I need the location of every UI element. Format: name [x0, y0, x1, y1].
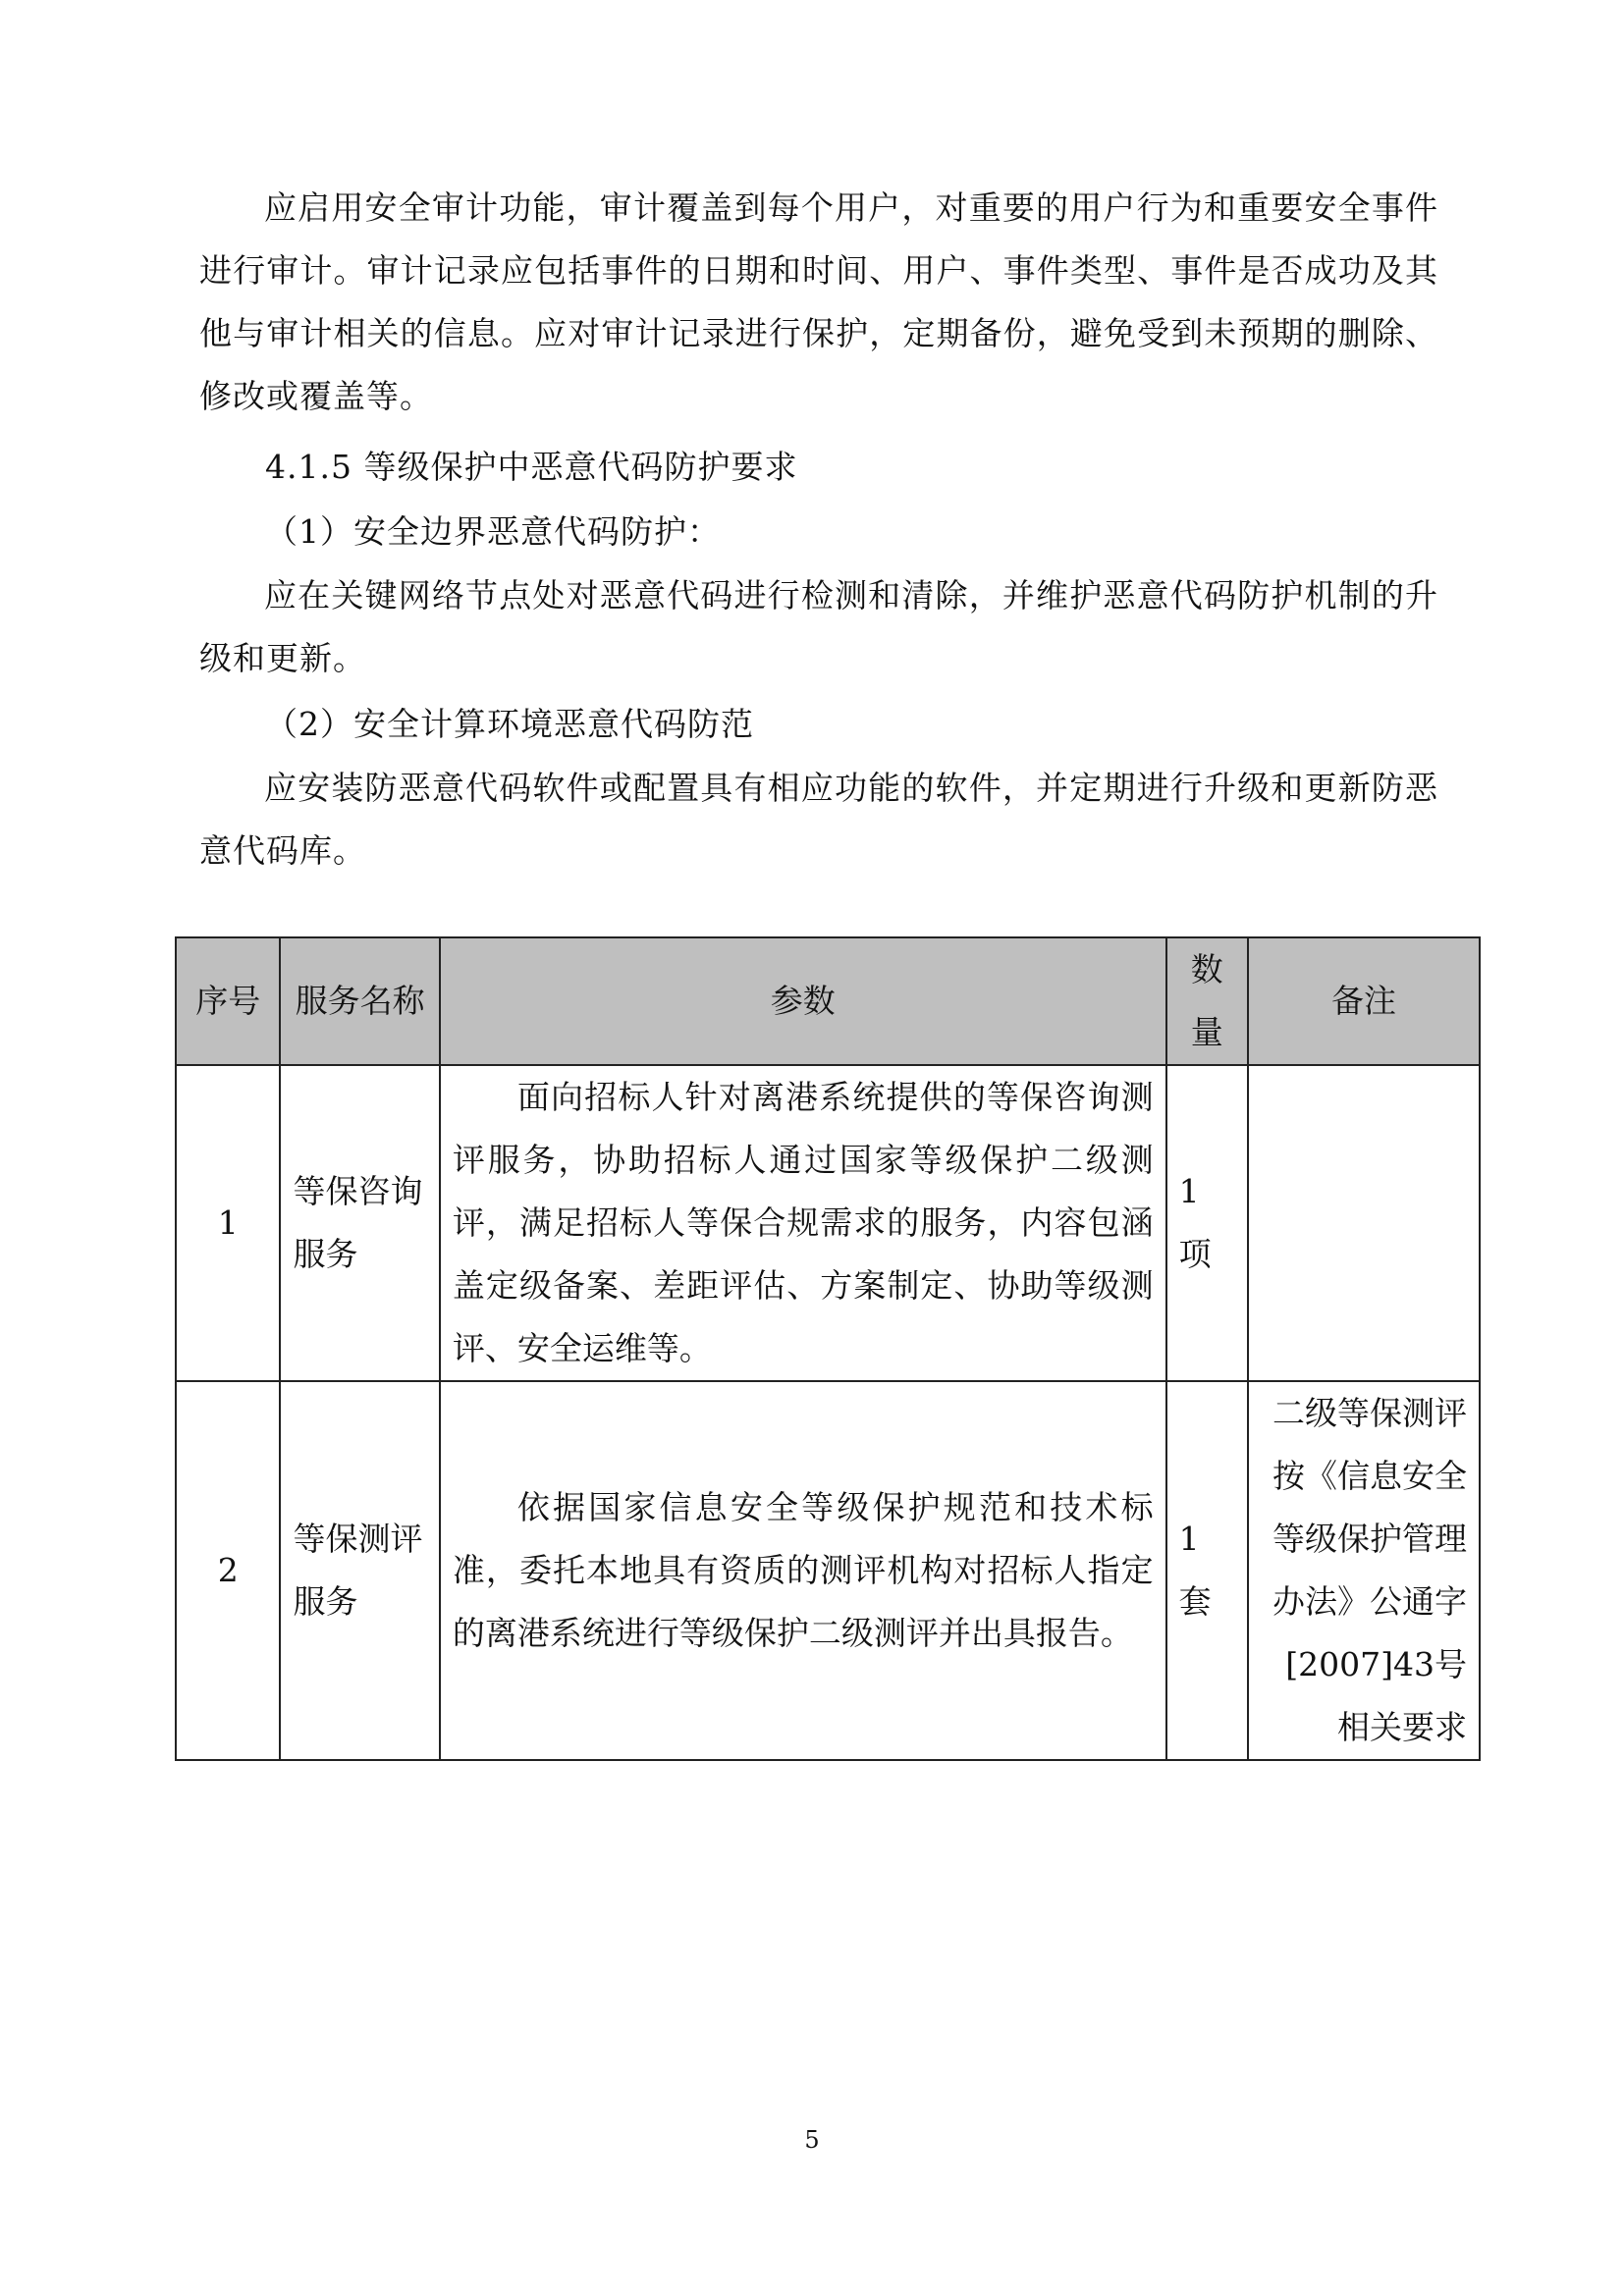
- header-qty: 数量: [1166, 937, 1248, 1065]
- table-header-row: [176, 937, 1480, 1065]
- cell-qty: 1 项: [1166, 1065, 1248, 1381]
- table-row: [176, 1065, 1480, 1381]
- cell-param: 依据国家信息安全等级保护规范和技术标准，委托本地具有资质的测评机构对招标人指定的离港系统进行等级保护二级测评并出具报告。: [440, 1381, 1166, 1760]
- cell-qty: 1 套: [1166, 1381, 1248, 1760]
- cell-note: [1248, 1065, 1480, 1381]
- audit-paragraph: 应启用安全审计功能，审计覆盖到每个用户，对重要的用户行为和重要安全事件进行审计。审计记录应包括事件的日期和时间、用户、事件类型、事件是否成功及其他与审计相关的信息。应对审计记录进行保护，定期备份，避免受到未预期的删除、修改或覆盖等。: [199, 188, 1438, 415]
- table-row: [176, 1381, 1480, 1760]
- service-table: [175, 936, 1481, 1761]
- boundary-paragraph: 应在关键网络节点处对恶意代码进行检测和清除，并维护恶意代码防护机制的升级和更新。: [199, 576, 1438, 677]
- subheading-compute: （2）安全计算环境恶意代码防范: [265, 705, 754, 743]
- header-name: 服务名称: [280, 937, 439, 1065]
- cell-no: 1: [176, 1065, 280, 1381]
- cell-param: 面向招标人针对离港系统提供的等保咨询测评服务，协助招标人通过国家等级保护二级测评，满足招标人等保合规需求的服务，内容包涵盖定级备案、差距评估、方案制定、协助等级测评、安全运维等。: [440, 1065, 1166, 1381]
- cell-name: 等保测评服务: [280, 1381, 439, 1760]
- header-param: 参数: [440, 937, 1166, 1065]
- subheading-boundary: （1）安全边界恶意代码防护：: [265, 512, 721, 551]
- compute-paragraph: 应安装防恶意代码软件或配置具有相应功能的软件，并定期进行升级和更新防恶意代码库。: [199, 769, 1438, 870]
- section-heading: 4.1.5 等级保护中恶意代码防护要求: [265, 448, 798, 486]
- page-number: 5: [804, 2126, 820, 2154]
- header-note: 备注: [1248, 937, 1480, 1065]
- cell-note: 二级等保测评按《信息安全等级保护管理办法》公通字[2007]43号相关要求: [1248, 1381, 1480, 1760]
- cell-no: 2: [176, 1381, 280, 1760]
- cell-name: 等保咨询服务: [280, 1065, 439, 1381]
- header-no: 序号: [176, 937, 280, 1065]
